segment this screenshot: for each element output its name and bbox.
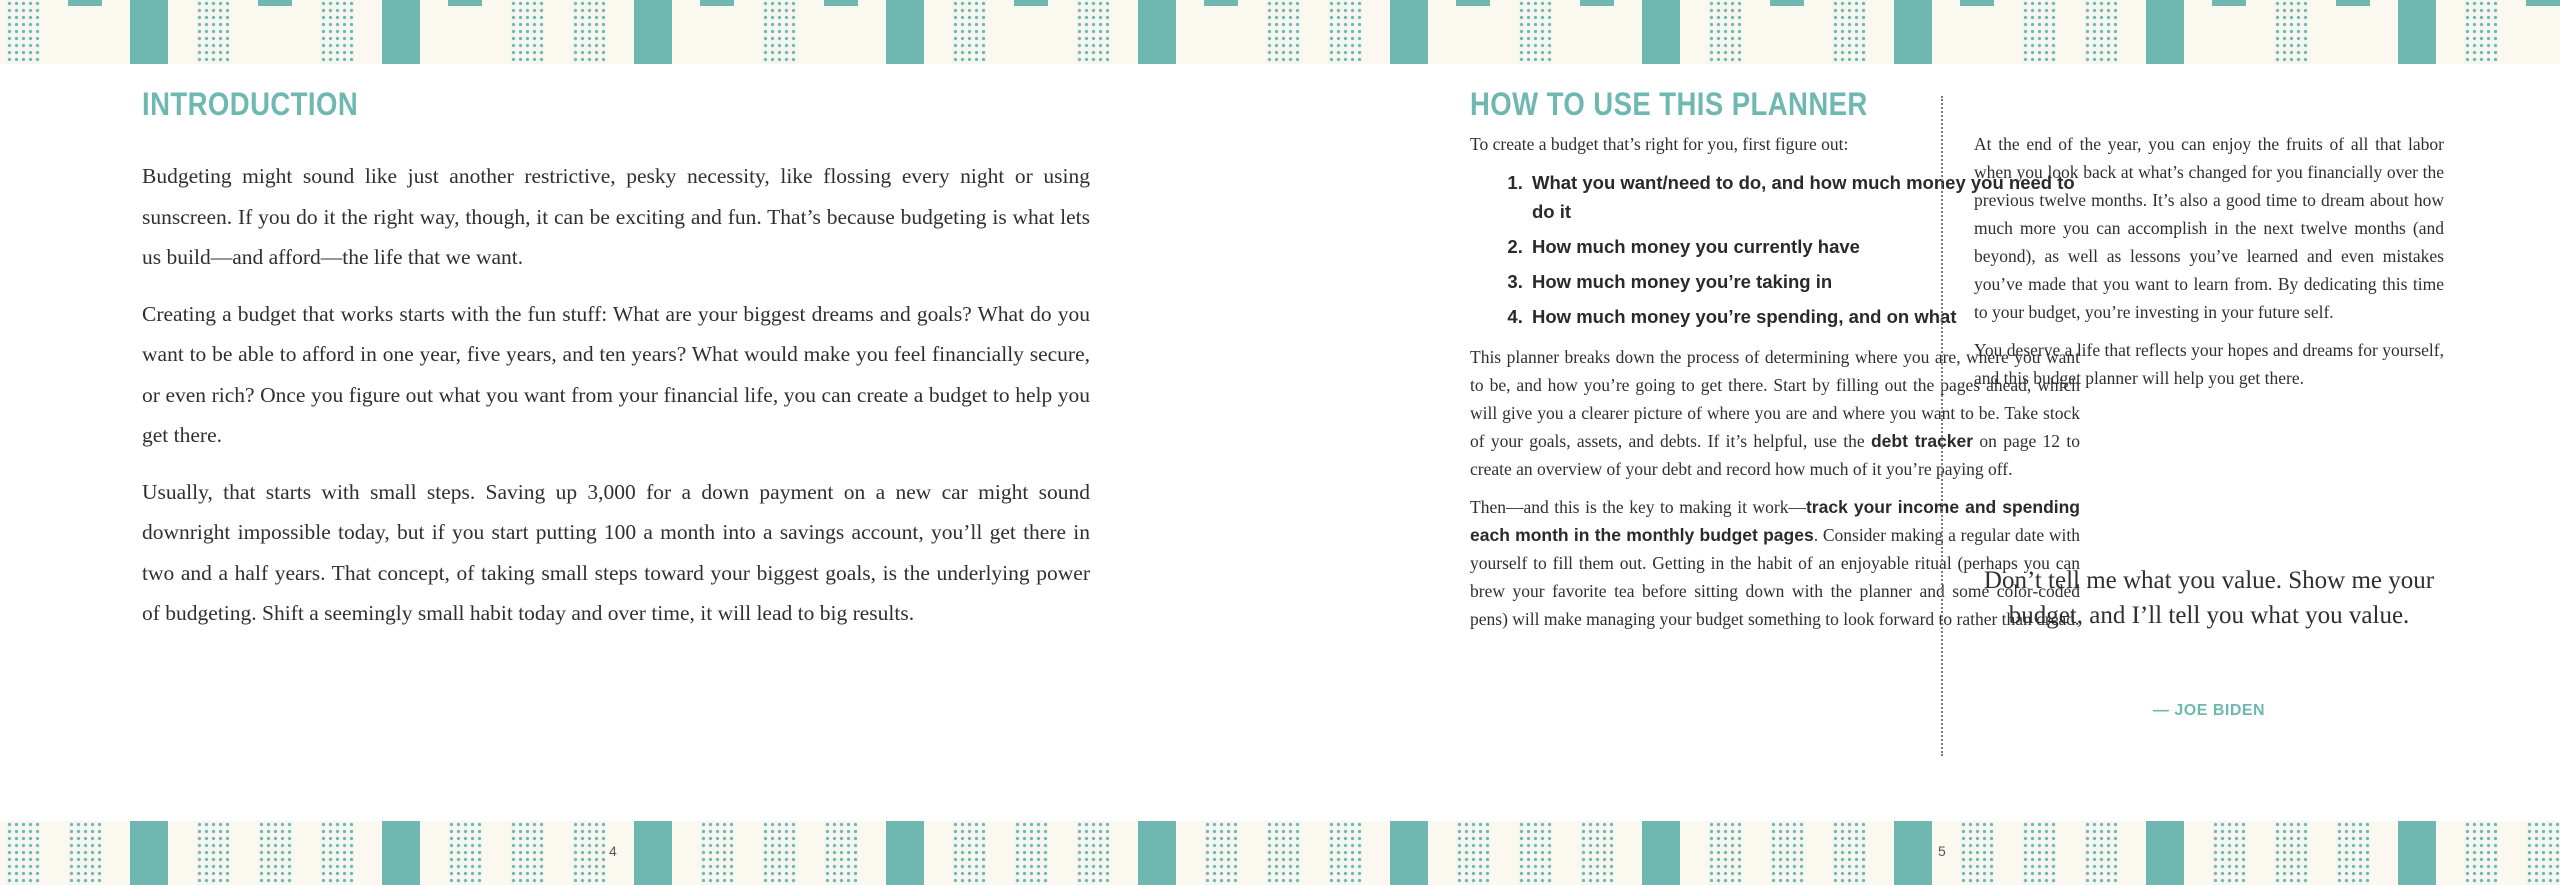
top-decorative-border: [0, 0, 2560, 64]
border-pattern-tile: [2526, 821, 2560, 885]
border-pattern-tile: [2146, 0, 2184, 64]
border-pattern-tile: [130, 821, 168, 885]
border-pattern-tile: [2274, 0, 2308, 64]
border-pattern-tile: [1832, 0, 1866, 64]
border-pattern-tile: [68, 821, 102, 885]
border-pattern-tile: [1456, 821, 1490, 885]
border-pattern-tile: [510, 0, 544, 64]
border-pattern-tile: [2022, 821, 2056, 885]
step-item: 3. How much money you’re taking in: [1528, 267, 2080, 296]
pull-quote: Don’t tell me what you value. Show me your budget, and I’ll tell you what you value.: [1983, 567, 2435, 629]
border-pattern-tile: [1076, 821, 1110, 885]
intro-paragraph: Budgeting might sound like just another restrictive, pesky necessity, like flossing every night or using sunscreen. If you do it the right way, though, it can be exciting and fun. That’s because budgeting is what lets us build—and afford—the life that we want.: [142, 164, 1090, 269]
border-pattern-tile: [1770, 0, 1804, 6]
border-pattern-tile: [2336, 821, 2370, 885]
right-page-column-2: [1974, 130, 2444, 402]
border-pattern-tile: [1832, 821, 1866, 885]
border-pattern-tile: [196, 0, 230, 64]
step-item: 2. How much money you currently have: [1528, 232, 2080, 261]
border-pattern-tile: [448, 0, 482, 6]
border-pattern-tile: [1076, 0, 1110, 64]
intro-paragraph: Usually, that starts with small steps. Saving up 3,000 for a down payment on a new car might sound downright impossible today, but if you start putting 100 a month into a savings account, you’ll get there in two and a half years. That concept, of taking small steps toward your biggest goals, is the underlying power of budgeting. Shift a seemingly small habit today and over time, it will lead to big results.: [142, 479, 1090, 625]
step-item: 1. What you want/need to do, and how much money you need to do it: [1528, 168, 2080, 226]
border-pattern-tile: [762, 0, 796, 64]
introduction-heading: INTRODUCTION: [142, 86, 359, 122]
bottom-decorative-border: [0, 821, 2560, 885]
border-pattern-tile: [1328, 0, 1362, 64]
border-pattern-tile: [886, 821, 924, 885]
page-number-left: 4: [605, 843, 621, 859]
border-pattern-tile: [2084, 0, 2118, 64]
border-pattern-tile: [320, 0, 354, 64]
border-pattern-tile: [382, 0, 420, 64]
right-page: [1280, 64, 2560, 821]
border-pattern-tile: [1518, 821, 1552, 885]
border-pattern-tile: [700, 821, 734, 885]
border-pattern-tile: [1390, 821, 1428, 885]
border-pattern-tile: [1642, 821, 1680, 885]
debt-tracker-emphasis: debt tracker: [1870, 431, 1974, 451]
border-pattern-tile: [1894, 821, 1932, 885]
border-pattern-tile: [1642, 0, 1680, 64]
border-pattern-tile: [68, 0, 102, 6]
border-pattern-tile: [1770, 821, 1804, 885]
border-pattern-tile: [6, 821, 40, 885]
border-pattern-tile: [824, 0, 858, 6]
border-pattern-tile: [2398, 821, 2436, 885]
border-pattern-tile: [1580, 821, 1614, 885]
border-pattern-tile: [510, 821, 544, 885]
text-run: . Consider making a regular date with yourself to fill them out. Getting in the habit of an enjoyable ritual (perhaps you can brew your favorite tea before sitting down with the planner and some color-coded pens) will make managing your budget something to look forward to rather than dread.: [1470, 525, 2080, 629]
border-pattern-tile: [1960, 0, 1994, 6]
border-pattern-tile: [258, 0, 292, 6]
border-pattern-tile: [130, 0, 168, 64]
border-pattern-tile: [634, 821, 672, 885]
border-pattern-tile: [762, 821, 796, 885]
border-pattern-tile: [2274, 821, 2308, 885]
border-pattern-tile: [634, 0, 672, 64]
quote-attribution: — JOE BIDEN: [2152, 702, 2266, 719]
border-pattern-tile: [1266, 0, 1300, 64]
border-pattern-tile: [448, 821, 482, 885]
border-pattern-tile: [1960, 821, 1994, 885]
border-pattern-tile: [1456, 0, 1490, 6]
border-pattern-tile: [1204, 821, 1238, 885]
border-pattern-tile: [824, 821, 858, 885]
border-pattern-tile: [2398, 0, 2436, 64]
border-pattern-tile: [196, 821, 230, 885]
how-to-use-heading: HOW TO USE THIS PLANNER: [1470, 86, 1868, 122]
introduction-body: [142, 156, 1090, 650]
border-pattern-tile: [2336, 0, 2370, 6]
border-pattern-tile: [2146, 821, 2184, 885]
border-pattern-tile: [1014, 821, 1048, 885]
border-pattern-tile: [1518, 0, 1552, 64]
border-pattern-tile: [886, 0, 924, 64]
border-pattern-tile: [258, 821, 292, 885]
border-pattern-tile: [1266, 821, 1300, 885]
border-pattern-tile: [6, 0, 40, 64]
border-pattern-tile: [2464, 0, 2498, 64]
intro-paragraph: Creating a budget that works starts with the fun stuff: What are your biggest dreams and goals? What do you want to be able to afford in one year, five years, and ten years? What would make you feel financially secure, or even rich? Once you figure out what you want from your financial life, you can create a budget to help you get there.: [142, 301, 1090, 447]
border-pattern-tile: [2022, 0, 2056, 64]
border-pattern-tile: [1390, 0, 1428, 64]
border-pattern-tile: [952, 821, 986, 885]
border-pattern-tile: [2464, 821, 2498, 885]
border-pattern-tile: [952, 0, 986, 64]
step-item: 4. How much money you’re spending, and on what: [1528, 302, 2080, 331]
border-pattern-tile: [572, 0, 606, 64]
border-pattern-tile: [1014, 0, 1048, 6]
border-pattern-tile: [1708, 821, 1742, 885]
border-pattern-tile: [1328, 821, 1362, 885]
planner-paragraph: At the end of the year, you can enjoy the fruits of all that labor when you look back at what’s changed for you financially over the previous twelve months. It’s also a good time to dream about how much more you can accomplish in the next twelve months (and beyond), as well as lessons you’ve learned and even mistakes you’ve made that you want to learn from. By dedicating this time to your budget, you’re investing in your future self.: [1974, 134, 2444, 322]
text-run: Then—and this is the key to making it work—: [1470, 497, 1806, 517]
border-pattern-tile: [1580, 0, 1614, 6]
page-number-right: 5: [1934, 843, 1950, 859]
list-lead: To create a budget that’s right for you, first figure out:: [1470, 134, 1849, 154]
border-pattern-tile: [1204, 0, 1238, 6]
border-pattern-tile: [2212, 821, 2246, 885]
border-pattern-tile: [700, 0, 734, 6]
border-pattern-tile: [2212, 0, 2246, 6]
border-pattern-tile: [2526, 0, 2560, 6]
border-pattern-tile: [1894, 0, 1932, 64]
border-pattern-tile: [382, 821, 420, 885]
left-page: [0, 64, 1280, 821]
column-divider: [1941, 96, 1943, 756]
border-pattern-tile: [2084, 821, 2118, 885]
text-run: This planner breaks down the process of determining where you are, where you want to be, and how you’re going to get there. Start by filling out the pages ahead, which will give you a clearer picture of where you are and where you want to be. Take stock of your goals, assets, and debts. If it’s helpful, use the: [1470, 347, 2080, 451]
border-pattern-tile: [572, 821, 606, 885]
planner-paragraph: You deserve a life that reflects your hopes and dreams for yourself, and this budget planner will help you get there.: [1974, 340, 2444, 388]
border-pattern-tile: [320, 821, 354, 885]
border-pattern-tile: [1708, 0, 1742, 64]
border-pattern-tile: [1138, 821, 1176, 885]
track-income-emphasis: track your income and spending each month in the monthly budget pages: [1470, 497, 2080, 545]
border-pattern-tile: [1138, 0, 1176, 64]
text-run: on page 12 to create an overview of your debt and record how much of it you’re paying off.: [1470, 431, 2080, 479]
